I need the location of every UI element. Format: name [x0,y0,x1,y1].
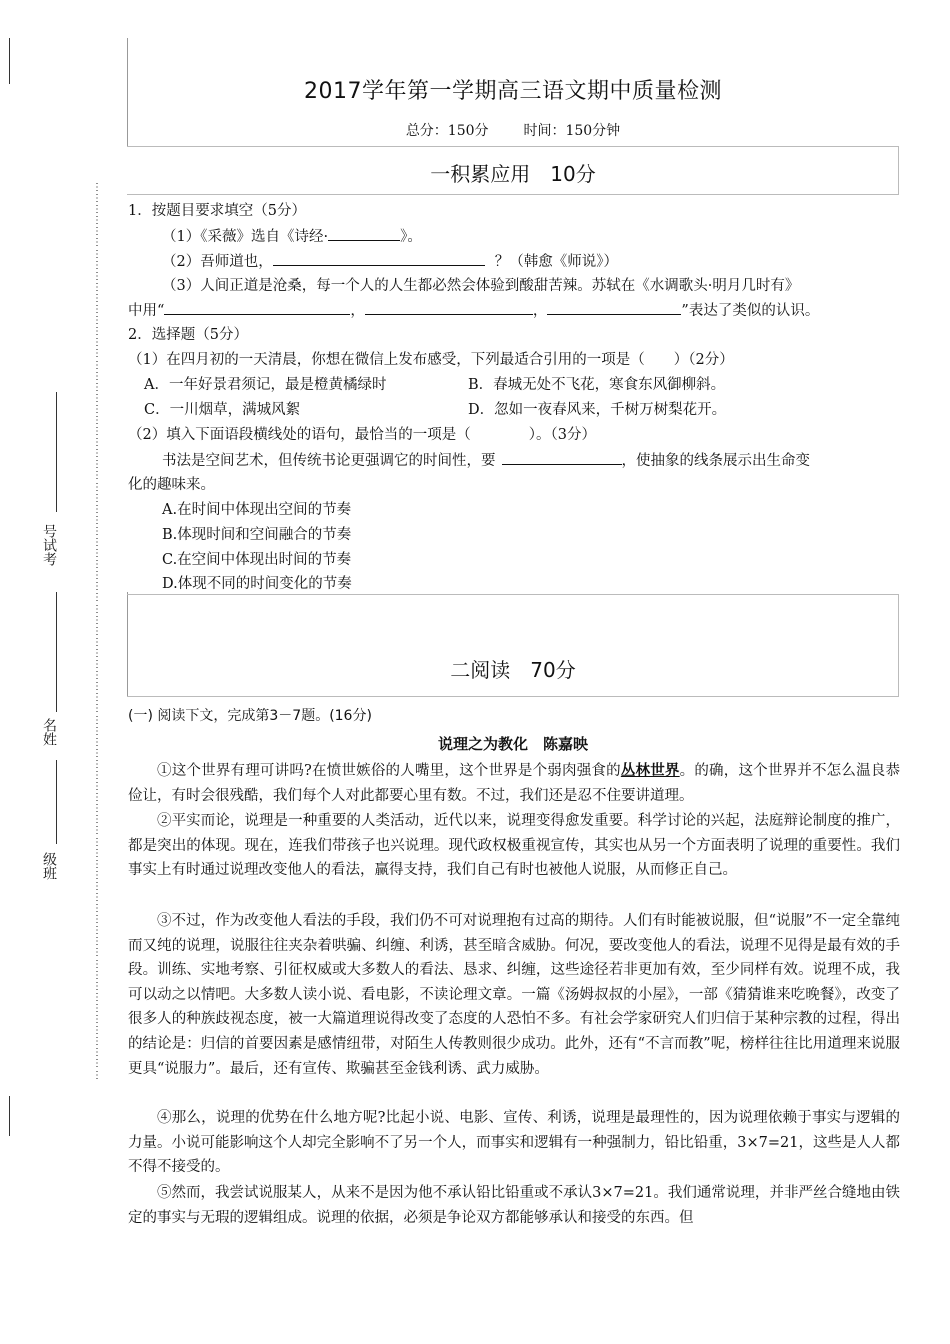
q1-3-line2: 中用“ ， ， ”表达了类似的认识。 [128,300,819,321]
q2-stem: 2．选择题（5分） [128,327,248,343]
paragraph-1: ①这个世界有理可讲吗?在愤世嫉俗的人嘴里，这个世界是个弱肉强食的丛林世界。的确，这个世界并不怎么温良恭俭让，有时会很残酷，我们每个人对此都要心里有数。不过，我们还是忍不住要讲道理。 [128,762,901,804]
section2-box-right [898,594,899,696]
paragraph-5: ⑤然而，我尝试说服某人，从来不是因为他不承认铅比铅重或不承认3×7=21。我们通常说理，并非严丝合缝地由铁定的事实与无瑕的逻辑组成。说理的依据，必须是争论双方都能够承认和接受的东西。但 [128,1185,900,1226]
section2-title: 二阅读 70分 [450,658,576,682]
q1-stem: 1．按题目要求填空（5分） [128,203,306,219]
left-margin-mark-top [9,38,10,84]
q1-3-blank-3[interactable] [547,300,681,315]
q1-1-blank[interactable] [328,226,400,241]
side-label-name: 名姓 [41,718,57,746]
q2-2-blank[interactable] [502,450,622,465]
q2-2-stem: （2）填入下面语段横线处的语句，最恰当的一项是（ ）。（3分） [128,427,596,443]
q2-1-option-a[interactable]: A．一年好景君须记，最是橙黄橘绿时 [144,377,387,393]
total-score: 总分：150分 [405,123,489,139]
q2-2-text-line2: 化的趣味来。 [128,477,215,493]
header-divider [127,146,899,147]
section1-title: 一积累应用 10分 [430,162,596,186]
q2-2-option-b[interactable]: B.体现时间和空间融合的节奏 [162,527,352,543]
paragraph-3: ③不过，作为改变他人看法的手段，我们仍不可对说理抱有过高的期待。人们有时能被说服，但“说服”不一定全靠纯而又纯的说理，说服往往夹杂着哄骗、纠缠、利诱，甚至暗含威胁。何况，要改变他人的看法，说理不见得是最有效的手段。训练、实地考察、引征权威或大多数人的看法、恳求、纠缠，这些途径若非更加有效，至少同样有效。说理不成，我可以动之以情吧。大多数人读小说、看电影，不读论理文章。一篇《汤姆叔叔的小屋》，一部《猜猜谁来吃晚餐》，改变了很多人的种族歧视态度，被一大篇道理说得改变了态度的人恐怕不多。有社会学家研究人们归信于某种宗教的过程，得出的结论是：归信的首要因素是感情纽带，对陌生人传教则很少成功。此外，还有“不言而教”呢，榜样往往比用道理来说服更具“说服力”。最后，还有宣传、欺骗甚至金钱利诱、武力威胁。 [128,913,900,1077]
exam-title: 2017学年第一学期高三语文期中质量检测 [304,79,722,104]
left-margin-mark-bottom [9,1096,10,1136]
q1-1: （1）《采薇》选自《诗经· 》。 [162,226,422,247]
keyword-jungle-world: 丛林世界 [620,762,680,779]
q2-2-option-a[interactable]: A.在时间中体现出空间的节奏 [162,502,352,518]
q2-1-option-c[interactable]: C．一川烟草，满城风絮 [144,402,301,418]
section1-bottom [127,594,899,595]
q1-2: （2）吾师道也， ？（韩愈《师说》） [162,251,618,272]
article-title: 说理之为教化 陈嘉映 [437,735,588,753]
time-limit: 时间：150分钟 [523,123,621,139]
part1-stem: (一) 阅读下文，完成第3－7题。(16分) [128,708,372,724]
section1-divider [127,194,899,195]
paragraph-2: ②平实而论，说理是一种重要的人类活动，近代以来，说理变得愈发重要。科学讨论的兴起，法庭辩论制度的推广，都是突出的体现。现在，连我们带孩子也兴说理。现代政权极重视宣传，其实也从另一个方面表明了说理的重要性。我们事实上有时通过说理改变他人的看法，赢得支持，我们自己有时也被他人说服，从而修正自己。 [128,813,900,879]
q2-2-option-d[interactable]: D.体现不同的时间变化的节奏 [162,576,352,592]
side-label-exam-no: 号试考 [41,524,57,566]
paragraph-4: ④那么，说理的优势在什么地方呢?比起小说、电影、宣传、利诱，说理是最理性的，因为说理依赖于事实与逻辑的力量。小说可能影响这个人却完全影响不了另一个人，而事实和逻辑有一种强制力，铅比铅重，3×7=21，这些是人人都不得不接受的。 [128,1110,900,1176]
q1-3-line1: （3）人间正道是沧桑，每一个人的人生都必然会体验到酸甜苦辣。苏轼在《水调歌头·明月几时有》 [162,278,800,294]
exam-meta [128,120,898,140]
q2-1-option-b[interactable]: B．春城无处不飞花，寒食东风御柳斜。 [468,377,726,393]
side-line-2 [56,592,57,712]
q2-1-stem: （1）在四月初的一天清晨，你想在微信上发布感受，下列最适合引用的一项是（ ）（2分） [128,352,734,368]
q1-3-blank-2[interactable] [365,300,533,315]
q2-1-option-d[interactable]: D．忽如一夜春风来，千树万树梨花开。 [468,402,727,418]
side-label-class: 级班 [41,852,57,880]
side-line-1 [56,392,57,512]
section1-box-right [898,146,899,194]
section2-divider [127,696,899,697]
q1-2-blank[interactable] [273,251,485,266]
side-line-3 [56,760,57,844]
q2-2-option-c[interactable]: C.在空间中体现出时间的节奏 [162,552,352,568]
q2-2-text: 书法是空间艺术，但传统书论更强调它的时间性，要 ，使抽象的线条展示出生命变 [162,450,810,471]
binding-dots: ⋮ ⋮ ⋮ ⋮ ⋮ ⋮ ⋮ ⋮ ⋮ ⋮ ⋮ ⋮ ⋮ ⋮ ⋮ ⋮ ⋮ ⋮ ⋮ ⋮ ⋮ ⋮ ⋮ ⋮ ⋮ ⋮ ⋮ ⋮ ⋮ ⋮ ⋮ ⋮ ⋮ ⋮ ⋮ ⋮ ⋮ ⋮ ⋮ ⋮ ⋮ ⋮ ⋮ ⋮ ⋮ ⋮ ⋮ ⋮ ⋮ ⋮ ⋮ ⋮ ⋮ ⋮ ⋮ ⋮ ⋮ ⋮ ⋮ ⋮ ⋮ ⋮ ⋮ ⋮ ⋮ ⋮ ⋮ ⋮ ⋮ ⋮ ⋮ ⋮ ⋮ ⋮ ⋮ ⋮ ⋮ ⋮ ⋮ ⋮ ⋮ [92,182,101,1081]
q1-3-blank-1[interactable] [164,300,350,315]
